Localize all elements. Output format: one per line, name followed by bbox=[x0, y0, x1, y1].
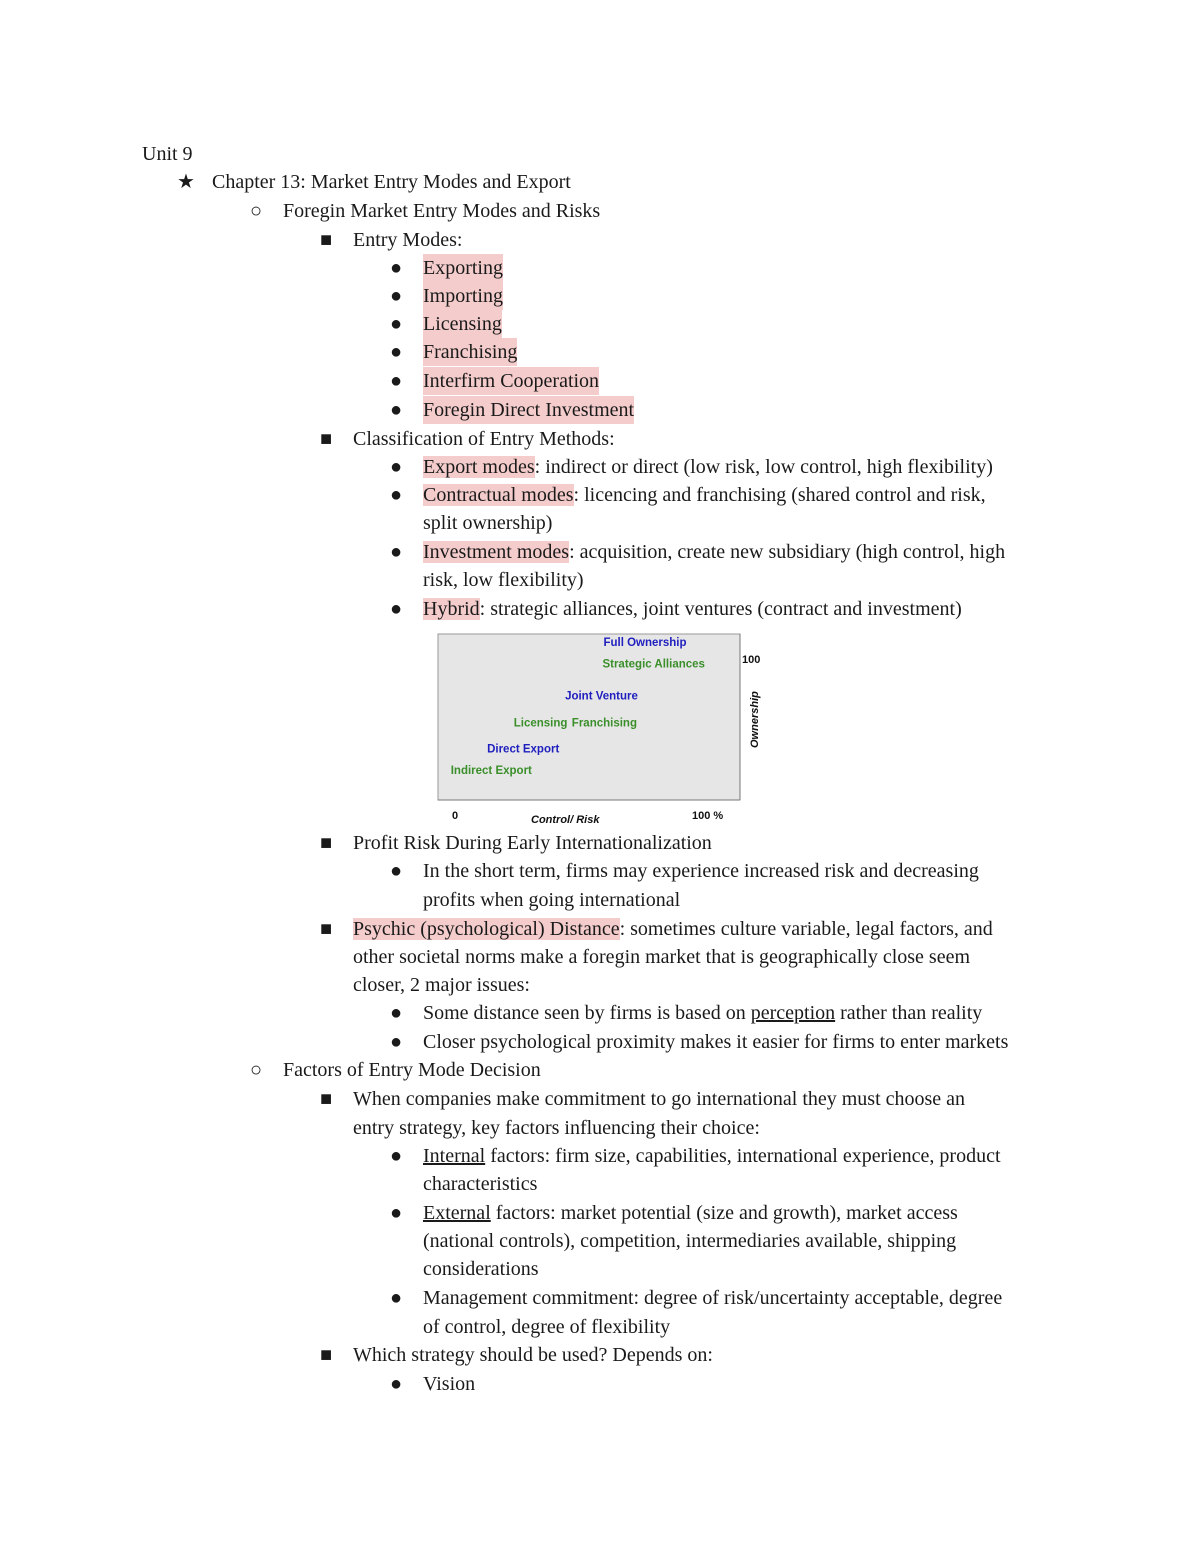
underlined-term: Internal bbox=[423, 1145, 486, 1167]
dot-bullet-icon: ● bbox=[389, 598, 403, 620]
square-bullet-icon: ■ bbox=[319, 832, 333, 854]
continuation-text: risk, low flexibility) bbox=[423, 569, 584, 591]
document-page: Unit 9 ★ Chapter 13: Market Entry Modes and Export ○ Foregin Market Entry Modes and Risks ■ Entry Modes: ● Exporting ● Importing ● Licensing ● Franchising ● Interfirm Cooperation ● Foregin Direct Investment ■ Classification of Entry Methods: ● Export modes: indirect or direct (low risk, low control, high flexibility) ● Contractual modes: licencing and franchising (shared control and risk, split ownership) ● Investment modes: acquisition, create new subsidiary (high control, high risk, low flexibility) ● Hybrid: strategic alliances, joint ventures (contract and investment) Full Ownership Strategic Alliances Joint Venture Licensing Franchising Direct Export Indirect Export 0 100 % 100 Control/ Risk Ownership ■ Profit Risk During Early Internationalization ● In the short term, firms may experience increased risk and decreasing profits when going international ■ Psychic (psychological) Distance: sometimes culture variable, legal factors, and other societal norms make a foregin market that is geographically close seem closer, 2 major issues: ● Some distance seen by firms is based on perception rather than reality ● Closer psychological proximity makes it easier for firms to enter markets ○ Factors of Entry Mode Decision ■ When companies make commitment to go international they must choose an entry strategy, key factors influencing their choice: ● Internal factors: firm size, capabilities, international experience, product characteristics ● External factors: market potential (size and growth), market access (national controls), competition, intermediaries available, shipping considerations ● Management commitment: degree of risk/uncertainty acceptable, degree of control, degree of flexibility ■ Which strategy should be used? Depends on: ● Vision bbox=[0, 0, 1200, 1553]
continuation-text: other societal norms make a foregin market that is geographically close seem bbox=[353, 946, 971, 968]
dot-bullet-icon: ● bbox=[389, 341, 403, 363]
square-bullet-icon: ■ bbox=[319, 1088, 333, 1110]
dot-bullet-icon: ● bbox=[389, 1031, 403, 1053]
y-tick-label: 100 bbox=[742, 654, 761, 666]
highlighted-term: Export modes bbox=[423, 456, 535, 478]
dot-bullet-icon: ● bbox=[389, 1287, 403, 1309]
continuation-text: profits when going international bbox=[423, 889, 681, 911]
highlighted-term: Investment modes bbox=[423, 541, 570, 563]
chart-point-label: Direct Export bbox=[487, 743, 560, 756]
highlighted-term: Psychic (psychological) Distance bbox=[353, 918, 620, 940]
continuation-text: of control, degree of flexibility bbox=[423, 1316, 671, 1338]
dot-bullet-icon: ● bbox=[389, 370, 403, 392]
highlighted-term: Licensing bbox=[423, 310, 502, 338]
x-tick-label: 0 bbox=[452, 810, 459, 822]
square-bullet-icon: ■ bbox=[319, 1344, 333, 1366]
dot-bullet-icon: ● bbox=[389, 285, 403, 307]
dot-bullet-icon: ● bbox=[389, 313, 403, 335]
circle-bullet-icon: ○ bbox=[249, 1059, 263, 1081]
unit-heading: Unit 9 bbox=[142, 143, 193, 165]
chart-point-label: Strategic Alliances bbox=[602, 658, 705, 671]
dot-bullet-icon: ● bbox=[389, 860, 403, 882]
continuation-text: characteristics bbox=[423, 1173, 538, 1195]
highlighted-term: Interfirm Cooperation bbox=[423, 367, 599, 395]
dot-bullet-icon: ● bbox=[389, 257, 403, 279]
square-bullet-icon: ■ bbox=[319, 428, 333, 450]
continuation-text: considerations bbox=[423, 1258, 539, 1280]
chart-point-label: Indirect Export bbox=[450, 765, 532, 778]
dot-bullet-icon: ● bbox=[389, 1002, 403, 1024]
dot-bullet-icon: ● bbox=[389, 1145, 403, 1167]
dot-bullet-icon: ● bbox=[389, 399, 403, 421]
chart-svg bbox=[432, 628, 772, 828]
highlighted-term: Hybrid bbox=[423, 598, 480, 620]
x-tick-label: 100 % bbox=[692, 810, 724, 822]
highlighted-term: Exporting bbox=[423, 254, 503, 282]
dot-bullet-icon: ● bbox=[389, 1373, 403, 1395]
chart-point-label: Licensing bbox=[513, 717, 568, 730]
highlighted-term: Importing bbox=[423, 282, 503, 310]
square-bullet-icon: ■ bbox=[319, 918, 333, 940]
highlighted-term: Foregin Direct Investment bbox=[423, 396, 634, 424]
square-bullet-icon: ■ bbox=[319, 229, 333, 251]
chart-point-label: Franchising bbox=[571, 717, 637, 730]
dot-bullet-icon: ● bbox=[389, 541, 403, 563]
continuation-text: closer, 2 major issues: bbox=[353, 974, 530, 996]
highlighted-term: Franchising bbox=[423, 338, 517, 366]
dot-bullet-icon: ● bbox=[389, 484, 403, 506]
continuation-text: entry strategy, key factors influencing their choice: bbox=[353, 1117, 760, 1139]
underlined-term: External bbox=[423, 1202, 491, 1224]
dot-bullet-icon: ● bbox=[389, 1202, 403, 1224]
underlined-term: perception bbox=[750, 1002, 836, 1024]
chart-point-label: Full Ownership bbox=[603, 637, 687, 649]
entry-mode-chart bbox=[432, 628, 772, 828]
chart-point-label: Joint Venture bbox=[565, 690, 638, 703]
continuation-text: split ownership) bbox=[423, 512, 553, 534]
circle-bullet-icon: ○ bbox=[249, 200, 263, 222]
continuation-text: (national controls), competition, intermediaries available, shipping bbox=[423, 1230, 957, 1252]
y-axis-title: Ownership bbox=[749, 691, 761, 748]
highlighted-term: Contractual modes bbox=[423, 484, 574, 506]
dot-bullet-icon: ● bbox=[389, 456, 403, 478]
x-axis-title: Control/ Risk bbox=[531, 814, 600, 826]
star-bullet-icon: ★ bbox=[177, 171, 195, 193]
